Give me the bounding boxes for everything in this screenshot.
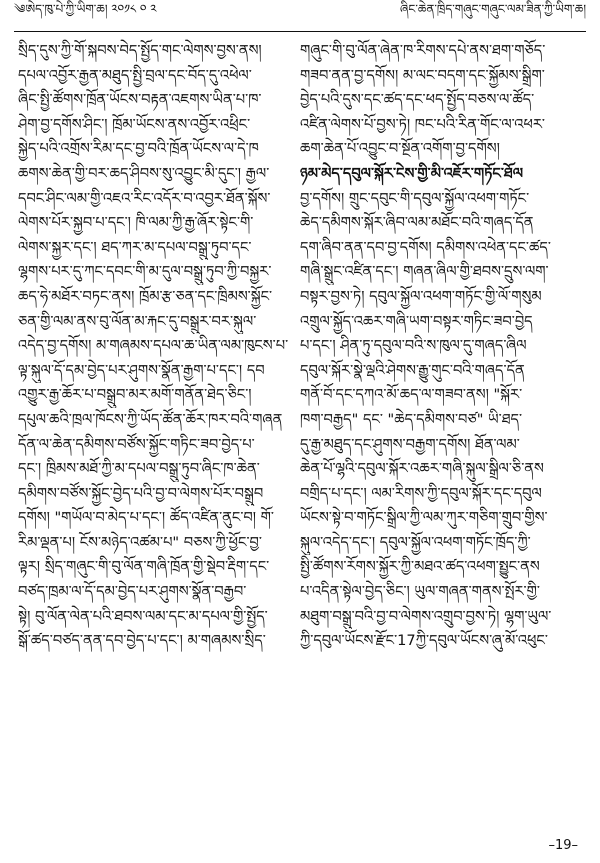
text-line: སྟེ། བུ་ལོན་ལེན་པའི་ཐབས་ལམ་དང་མ་དཔལ་གྱི་སྤྱོད་ — [18, 607, 268, 625]
text-line: ལྟར། སྲིད་གཞུང་གི་བུ་ལོན་གཞི་ཁྲོན་གྱི་སྡེབ་རྡིག་དང་ — [18, 558, 270, 576]
text-line: དང་། ཁྲིམས་མཐོ་ཀྱི་མ་དཔལ་བསྒྲུ་ཏུབ་ཞིང་ཁ་ཆེན་ — [18, 460, 260, 478]
text-line: འཛིན་ལེགས་པོ་བྱས་ཏེ། ཁང་པའི་རིན་གོང་ལ་འཕར་ — [300, 115, 545, 133]
header-section-title: ཞིང་ཆེན་ཁྲིད་གཞུང་གཞུང་ལམ་ཟིན་ཀྱི་ཡིག་ཆ། — [400, 2, 586, 16]
text-line: པ་འདིན་སྟེལ་བྱེད་ཅིང་། ཡུལ་གཞན་གནས་སྤོར་གྱི་ — [300, 583, 540, 601]
text-line: འགྱུར་རྒྱ་ཆོར་པ་བསྒྲུབ་མར་མགོ་གནོན་ཐེད་ཅིང་། — [18, 386, 252, 404]
text-line: ཤེག་བྱ་དགོས་ཤིང་། ཁྲོམ་ཡོངས་ནས་འབྱོར་འཕྲིང་ — [18, 115, 251, 133]
text-line: བཙད་ཁྲམ་ལ་དོ་དམ་བྱེད་པར་ཤུགས་སྣོན་བརྒྱབ་ — [18, 583, 247, 601]
text-line: པ་དང་། ཤིན་ཏུ་དབུལ་བའི་ས་ཁུལ་དུ་གཞད་ཞིལ — [300, 337, 527, 355]
right-text-column — [300, 39, 582, 654]
text-line: འདེད་བྱ་དགོས། མ་གཞམས་དཔལ་ཆ་ཡིན་ལམ་ཁུངས་པ་ — [18, 337, 289, 355]
text-line: བྱ་དགོས། གྲུང་དབུང་གི་དབུལ་སྐྱོལ་འཕག་གཏོང་ — [300, 189, 530, 207]
text-line: ཆག་ཆེན་པོ་འབྱུང་བ་སྔོན་འགོག་བྱ་དགོས། — [300, 140, 500, 158]
text-line: ཁག་བརྒྱད" དང་ "ཆེད་དམིགས་བཙ" ཡི་ཐད་ — [300, 410, 523, 428]
text-line: ཀྱི་དབུལ་ཡོངས་རྫོང་17ཀྱི་དབུལ་ཡོངས་ཞུ་མོ་འཕུང་ — [300, 632, 548, 650]
text-line: གཟབ་ནན་བྱ་དགོས། མ་ལང་བདག་དང་སྐྱོམས་སྒྲིག་ — [300, 66, 545, 84]
text-line: སྤྱི་ཚོགས་རོགས་སྐྱོར་ཀྱི་མཐའ་ཚད་འཕག་སྤྱུང་ནས — [300, 558, 540, 576]
text-line: གནོ་བོ་དང་དཀའ་མོ་ཆད་ལ་གཟབ་ནས། "སྐོར་ — [300, 386, 523, 404]
text-line: ལེགས་པོར་སྐྱབ་པ་དང་། ཁི་ལམ་ཀྱི་རྒྱ་ཞོར་སྟེང་གི་ — [18, 214, 254, 232]
text-line: དགོས། "གཡོལ་བ་མེད་པ་དང་། ཚོད་འཛིན་ནུང་བ། གོ་ — [18, 509, 274, 527]
page-number: –19– — [548, 838, 578, 853]
text-line: ཞིང་སྤྱི་ཚོགས་ཁྲོན་ཡོངས་བརྟན་འཇགས་ཡིན་པ་ཁ་ — [18, 91, 262, 109]
text-line: སྲིད་དུས་ཀྱི་གོ་སྐབས་བེད་སྤྱོད་གང་ལེགས་བྱས་ནས། — [18, 42, 262, 59]
text-line: དོན་ལ་ཆེན་དམིགས་བཙོས་སྐྱོང་གཏིང་ཟབ་བྱེད་པ་ — [18, 435, 255, 453]
text-line: ཆད་ཧེ་མཐོར་བཏང་ནས། ཁྲོམ་རྩ་ཅན་དང་ཁྲིམས་སྐྱོང་ — [18, 287, 273, 305]
text-line: བགྲིད་པ་དང་། ལམ་རིགས་ཀྱི་དབུལ་སྐོར་དང་དབུལ — [300, 484, 542, 502]
text-line: ལྟ་སྐུལ་དོ་དམ་བྱེད་པར་ཤུགས་སྣོན་རྒྱག་པ་དང་། དབ — [18, 361, 265, 379]
left-text-column — [18, 39, 290, 654]
text-line: ཅན་གྱི་ལམ་ནས་བུ་ལོན་མ་རྐང་དུ་བསྒྲུར་བར་སྐུལ་ — [18, 312, 257, 330]
running-header — [14, 2, 586, 30]
text-line: ཡོངས་སྟེ་བ་གཏོང་སྒྲིལ་ཀྱི་ལམ་ཀུར་གཅིག་གྲུབ་གྱིས་ — [300, 509, 548, 527]
text-line: ཆེད་དམིགས་སྐོར་ཞིབ་ལམ་མཐོང་བའི་གཞད་དོན — [300, 214, 534, 232]
text-line: ཆེན་པོ་ལྷའི་དབུལ་སྐོར་འཆར་གཞི་སྐུལ་སྒྲིལ་ཅི་ནས — [300, 460, 544, 478]
text-line: དུ་རྒྱ་མཐུད་དང་ཤུགས་བརྒྱག་དགོས། ཐོན་ལམ་ — [300, 435, 520, 453]
text-line: འགྲུལ་སྐྱོད་འཆར་གཞི་ཡག་བསྟར་གཏིང་ཟབ་བྱེད — [300, 312, 533, 330]
text-line: སྐུལ་འདེད་དང་། དབུལ་སྐྱོལ་འཕག་གཏོང་ཁྲོད་ཀྱི་ — [300, 533, 531, 551]
header-rule — [14, 31, 586, 32]
text-line: སྐྱེད་པའི་འགྲོས་རིམ་དང་བྱ་བའི་ཁྲོན་ཡོངས་ལ་དེ་ཁ — [18, 140, 259, 158]
text-line: དབང་ཤིང་ལམ་གྱི་འཇའ་རིང་འདོར་བ་འབྱར་ཐོན་སྐོས་ — [18, 189, 271, 207]
text-line: གཞུང་གི་བུ་ལོན་ཞེན་ཁ་རིགས་དཔེ་ནས་ཐག་གཅོད་ — [300, 42, 546, 59]
text-line: བྱེད་པའི་དུས་དང་ཚད་དང་ཕད་སྤྱོད་བཅས་ལ་ཚོད་ — [300, 91, 535, 109]
text-line: དཔལ་འབྱོར་རྒྱན་མཐུད་སྤྱི་བྲལ་དང་བོད་དུ་འཕེལ་ — [18, 66, 252, 84]
text-line: དམིགས་བཙོས་སྐྱོང་བྱེད་པའི་བྱ་བ་ལེགས་པོར་བསྒྲུབ — [18, 484, 264, 502]
header-journal-title: ༄ཨེད་ཁུ་པེ་ཀྱི་ཡིག་ཆ། ༢༠༡༨ ༠ ༢ — [14, 2, 157, 16]
text-line: སྒོ་ཚད་བཙད་ནན་དབ་བྱེད་པ་དང་། མ་གཞམས་སྲིད་ — [18, 632, 266, 650]
text-line: བསྟར་བྱས་ཏེ། དབུལ་སྐྱོལ་འཕག་གཏོང་གྱི་ལོ་གསུམ — [300, 287, 542, 305]
text-line: ལྷགས་པར་དུ་ཀང་དབང་གི་མ་དུལ་བསྒྲུ་ཏུབ་ཀྱི་བསྐྱར་ — [18, 263, 272, 281]
text-line: དཔུལ་ཆའི་ཁྲལ་ཁོངས་ཀྱི་ཡོད་ཚོན་ཆོར་ཁར་བའི་གཞན — [18, 410, 283, 428]
text-line: དག་ཞིབ་ནན་དབ་བྱ་དགོས། དམིགས་འཕེན་དང་ཚད་ — [300, 238, 551, 256]
text-line: རིམ་ལྡན་པ། ངོས་མཉེད་འཚམ་པ" བཅས་ཀྱི་ཕྱོང་བྱ་ — [18, 533, 262, 551]
text-line: ལེགས་སྐྱར་དང་། ཐད་ཀར་མ་དཔལ་བསྒྲུ་ཏུབ་དང་ — [18, 238, 252, 256]
section-heading: ཉམ་མེད་དབུལ་སྐོར་ངེས་གྱི་མི་འཇོར་གཏོང་ཐོལ — [300, 164, 524, 182]
text-line: དབུལ་སྐོར་སྣེ་ལྡའི་ཤེགས་རྒྱུ་གུང་བའི་གཞད་དོན — [300, 361, 525, 379]
text-line: གཞི་སྒྲུང་འཛིན་དང་། གཞན་ཞིལ་གྱི་ཐབས་དྲུས་ལག་ — [300, 263, 549, 281]
text-line: མཐུག་བསྒྲུ་བའི་བྱ་བ་ལེགས་འགྲུབ་བྱས་ཏེ། ལྷག་ཡུལ་ — [300, 607, 552, 625]
text-line: ཆགས་ཆེན་གྱི་བར་ཆད་ཤིབས་སུ་འབྱུང་མི་དུང་། རྒྱལ་ — [18, 164, 270, 182]
